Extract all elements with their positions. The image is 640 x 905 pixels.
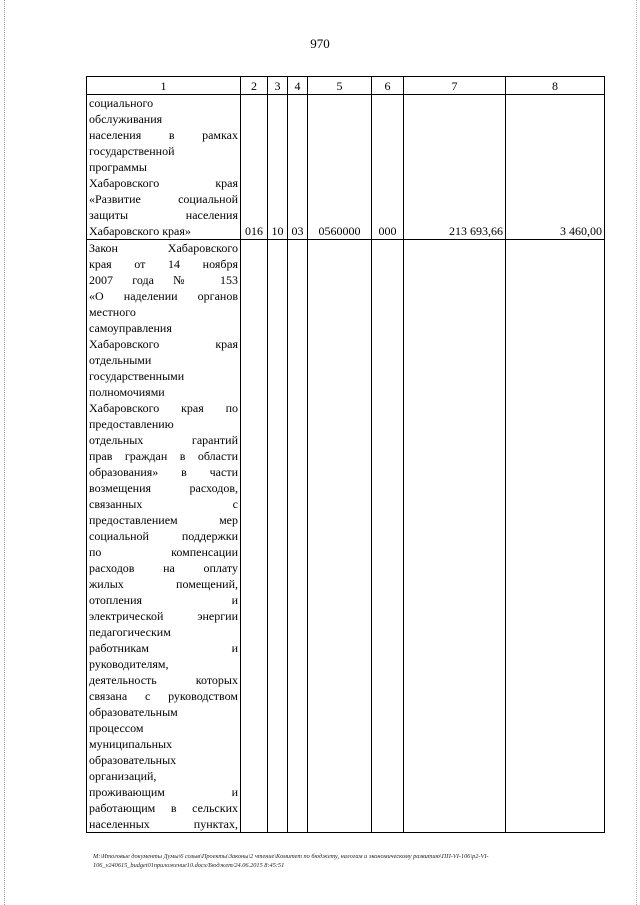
text-line: государственными [89,369,185,383]
text-line: Хабаровского края [89,337,238,351]
row-description [87,240,241,833]
text-line: населения в рамках [89,128,238,142]
text-line: образования» в части [89,465,238,479]
text-line: организаций, [89,769,157,783]
text-line: работающим в сельских [89,801,238,815]
text-line: по компенсации [89,545,238,559]
text-line: «О наделении органов [89,289,238,303]
file-path-footer [93,852,613,870]
header-cell: 1 [87,77,241,95]
text-line: педагогическим [89,625,171,639]
cell-expense-type: 000 [372,95,404,240]
scan-edge-left [4,0,6,905]
text-line: расходов на оплату [89,561,238,575]
text-line: деятельность которых [89,673,238,687]
scan-edge-right [636,0,638,905]
header-cell: 4 [288,77,308,95]
header-cell: 5 [308,77,372,95]
text-line: работникам и [89,641,238,655]
text-line: обслуживания [89,112,163,126]
cell-section [268,240,288,833]
cell-subsection: 03 [288,95,308,240]
cell-amount-total: 213 693,66 [404,95,506,240]
header-cell: 7 [404,77,506,95]
text-line: жилых помещений, [89,577,238,591]
text-line: проживающим и [89,785,238,799]
text-line: руководителям, [89,657,169,671]
text-line: отдельных гарантий [89,433,238,447]
footer-line: M:\Итоговые документы Думы\6 созыв\Проекты\Законы\2 чтение\Комитет по бюджету, налогам и экономическому развитию\ПП-VI-106\р2-VI- [93,853,489,860]
cell-section: 10 [268,95,288,240]
text-line: 2007 года № 153 [89,273,238,287]
text-line: программы [89,160,147,174]
table-row [87,95,605,240]
cell-amount-subvention: 3 460,00 [506,95,605,240]
header-cell: 3 [268,77,288,95]
text-line: местного [89,305,136,319]
text-line: отдельными [89,353,152,367]
text-line: Хабаровского края по [89,401,238,415]
text-line: электрической энергии [89,609,238,623]
text-line: отопления и [89,593,238,607]
row-description [87,95,241,240]
text-line: связана с руководством [89,689,238,703]
text-line: предоставлением мер [89,513,238,527]
text-line: края от 14 ноября [89,257,238,271]
cell-ministry: 016 [241,95,268,240]
cell-expense-type [372,240,404,833]
text-line: самоуправления [89,321,172,335]
cell-subsection [288,240,308,833]
text-line: процессом [89,721,144,735]
table-row [87,240,605,833]
page-number: 970 [310,36,330,51]
text-line: прав граждан в области [89,449,238,463]
text-line: населенных пунктах, [89,817,238,831]
text-line: Закон Хабаровского [89,241,238,255]
cell-target-article [308,240,372,833]
text-line: полномочиями [89,385,165,399]
text-line: предоставлению [89,417,174,431]
header-cell: 8 [506,77,605,95]
text-line: социальной поддержки [89,529,238,543]
text-line: образовательных [89,753,177,767]
text-line: образовательным [89,705,178,719]
text-line: «Развитие социальной [89,192,238,206]
text-line: связанных с [89,497,238,511]
text-line: социального [89,96,154,110]
cell-amount-total [404,240,506,833]
text-line: возмещения расходов, [89,481,238,495]
cell-target-article: 0560000 [308,95,372,240]
budget-table [86,76,605,833]
table-header-row [87,77,605,95]
header-cell: 6 [372,77,404,95]
footer-line: 106_v240615_budget01приложение10.docx/Бюджет/24.06.2015 8:45:51 [93,862,285,869]
cell-ministry [241,240,268,833]
text-line: Хабаровского края [89,176,238,190]
cell-amount-subvention [506,240,605,833]
text-line: защиты населения [89,208,238,222]
header-cell: 2 [241,77,268,95]
text-line: муниципальных [89,737,173,751]
text-line: государственной [89,144,175,158]
text-line: Хабаровского края» [89,224,191,238]
